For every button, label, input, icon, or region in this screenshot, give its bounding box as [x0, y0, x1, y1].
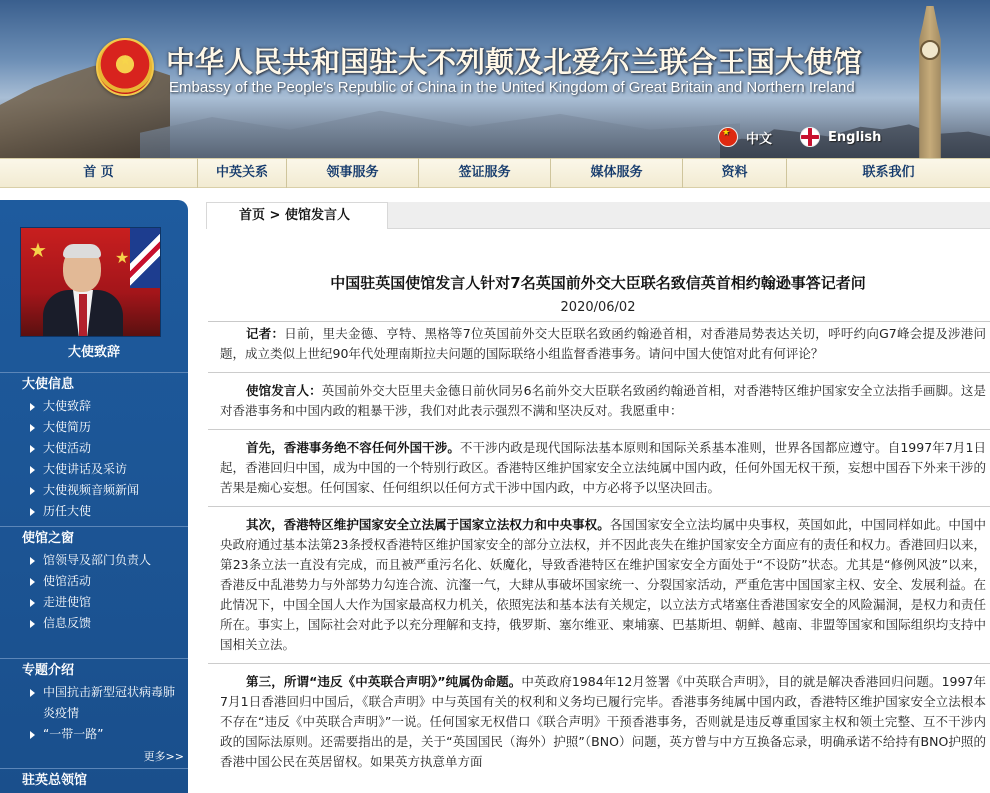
nav-china-uk-relations[interactable]: 中英关系 — [198, 158, 287, 188]
sidebar-item-label: 大使讲话及采访 — [43, 462, 128, 476]
triangle-bullet-icon — [30, 424, 35, 432]
paragraph-lead: 第三，所谓“违反《中英联合声明》”纯属伪命题。 — [246, 674, 522, 689]
clock-face-graphic — [920, 40, 940, 60]
breadcrumb-home-link[interactable]: 首页 — [239, 208, 266, 223]
sidebar-section-embassy-window — [0, 526, 188, 634]
sidebar-item-speeches-interviews[interactable] — [0, 459, 188, 480]
nav-consular-services[interactable]: 领事服务 — [287, 158, 419, 188]
article-paragraph — [208, 381, 990, 421]
triangle-bullet-icon — [30, 466, 35, 474]
article-paragraph — [208, 515, 990, 655]
nav-resources[interactable]: 资料 — [683, 158, 787, 188]
paragraph-divider — [208, 506, 990, 507]
embassy-title-english: Embassy of the People's Republic of China in the United Kingdom of Great Britain and Northern Ireland — [169, 79, 855, 96]
paragraph-text: 日前，里夫金德、亨特、黑格等7位英国前外交大臣联名致函约翰逊首相，对香港局势表达关切，呼吁约向G7峰会提及涉港问题，成立类似上世纪90年代处理南斯拉夫问题的国际联络小组监督香港事务。请问中国大使馆对此有何评论？ — [220, 326, 986, 361]
breadcrumb — [206, 202, 388, 229]
sidebar-item-belt-and-road[interactable] — [0, 724, 188, 745]
paragraph-text: 不干涉内政是现代国际法基本原则和国际关系基本准则，世界各国都应遵守。自1997年7月1日起，香港回归中国，成为中国的一个特别行政区。香港特区维护国家安全立法纯属中国内政，任何外国无权干预，妄想中国吞下外来干涉的苦果是痴心妄想。任何国家、任何组织以任何方式干涉中国内政，中方必将予以坚决回击。 — [220, 440, 986, 495]
paragraph-text: 英国前外交大臣里夫金德日前伙同另6名前外交大臣联名致函约翰逊首相，对香港特区维护国家安全立法指手画脚。这是对香港事务和中国内政的粗暴干涉，我们对此表示强烈不满和坚决反对。我愿重申： — [220, 383, 986, 418]
uk-flag-graphic — [130, 228, 160, 288]
sidebar-item-label: 走进使馆 — [43, 595, 92, 609]
more-topics-link[interactable]: 更多>> — [143, 750, 184, 763]
sidebar-item-label: 信息反馈 — [43, 616, 92, 630]
main-nav — [0, 158, 990, 188]
paragraph-divider — [208, 429, 990, 430]
sidebar-item-ambassador-speech[interactable] — [0, 396, 188, 417]
nav-home[interactable]: 首 页 — [0, 158, 198, 188]
uk-flag-icon — [800, 127, 820, 147]
sidebar-item-leadership[interactable] — [0, 550, 188, 571]
article-body — [208, 321, 990, 793]
sidebar-section-title: 大使信息 — [0, 372, 188, 396]
paragraph-divider — [208, 663, 990, 664]
sidebar-item-feedback[interactable] — [0, 613, 188, 634]
sidebar-item-label: 使馆活动 — [43, 574, 92, 588]
sidebar-item-ambassador-activities[interactable] — [0, 438, 188, 459]
sidebar-item-label: 历任大使 — [43, 504, 92, 518]
sidebar-section-title: 使馆之窗 — [0, 526, 188, 550]
sidebar-item-label: 大使致辞 — [43, 399, 92, 413]
flag-star-icon: ★ — [115, 248, 130, 267]
sidebar-item-label: 大使活动 — [43, 441, 92, 455]
nav-media-services[interactable]: 媒体服务 — [551, 158, 683, 188]
sidebar-item-ambassador-bio[interactable] — [0, 417, 188, 438]
language-english-link[interactable] — [800, 126, 881, 148]
nav-visa-services[interactable]: 签证服务 — [419, 158, 551, 188]
paragraph-lead: 记者： — [246, 326, 285, 341]
breadcrumb-current-link[interactable]: 使馆发言人 — [284, 208, 350, 223]
china-flag-icon — [718, 127, 738, 147]
ambassador-photo[interactable] — [20, 227, 161, 337]
ambassador-speech-link[interactable]: 大使致辞 — [67, 345, 120, 360]
flag-star-icon: ★ — [29, 238, 47, 262]
triangle-bullet-icon — [30, 508, 35, 516]
triangle-bullet-icon — [30, 689, 35, 697]
article-paragraph — [208, 322, 990, 364]
article-paragraph — [208, 438, 990, 498]
sidebar-item-label: 中国抗击新型冠状病毒肺炎疫情 — [43, 685, 176, 720]
sidebar-item-label: “一带一路” — [43, 727, 104, 741]
article-title: 中国驻英国使馆发言人针对7名英国前外交大臣联名致信英首相约翰逊事答记者问 — [330, 274, 866, 292]
sidebar-section-consulates — [0, 768, 188, 792]
triangle-bullet-icon — [30, 445, 35, 453]
header-banner — [0, 0, 990, 158]
article-paragraph — [208, 672, 990, 772]
nav-contact-us[interactable]: 联系我们 — [862, 165, 915, 180]
sidebar — [0, 200, 188, 793]
sidebar-section-special-topics — [0, 658, 188, 745]
paragraph-lead: 使馆发言人： — [246, 383, 322, 398]
triangle-bullet-icon — [30, 403, 35, 411]
sidebar-item-visit-embassy[interactable] — [0, 592, 188, 613]
portrait-hair-graphic — [63, 244, 101, 258]
language-chinese-link[interactable] — [718, 126, 772, 148]
triangle-bullet-icon — [30, 620, 35, 628]
sidebar-item-video-audio-news[interactable] — [0, 480, 188, 501]
triangle-bullet-icon — [30, 599, 35, 607]
paragraph-text: 中英政府1984年12月签署《中英联合声明》，目的就是解决香港回归问题。1997年7月1日香港回归中国后，《联合声明》中与英国有关的权利和义务均已履行完毕。香港事务纯属中国内政，香港特区维护国家安全立法根本不存在“违反《中英联合声明》”一说。任何国家无权借口《联合声明》干预香港事务，否则就是违反尊重国家主权和领土完整、互不干涉内政的国际法原则。还需要指出的是，关于“英国国民（海外）护照”（BNO）问题，英方曾与中方互换备忘录，明确承诺不给持有BNO护照的香港中国公民在英居留权。如果英方执意单方面 — [220, 674, 987, 769]
triangle-bullet-icon — [30, 557, 35, 565]
sidebar-section-ambassador-info — [0, 372, 188, 522]
triangle-bullet-icon — [30, 731, 35, 739]
paragraph-divider — [208, 372, 990, 373]
breadcrumb-separator: > — [265, 208, 285, 223]
sidebar-item-covid-fight[interactable] — [0, 682, 188, 724]
sidebar-section-title: 专题介绍 — [0, 658, 188, 682]
sidebar-item-label: 大使视频音频新闻 — [43, 483, 140, 497]
language-chinese-label: 中文 — [746, 131, 773, 147]
sidebar-item-label: 大使简历 — [43, 420, 92, 434]
paragraph-lead: 首先，香港事务绝不容任何外国干涉。 — [246, 440, 460, 455]
paragraph-lead: 其次，香港特区维护国家安全立法属于国家立法权力和中央事权。 — [246, 517, 610, 532]
article-date: 2020/06/02 — [560, 300, 636, 315]
portrait-tie-graphic — [79, 294, 87, 337]
national-emblem-icon[interactable]: ★ — [96, 38, 154, 96]
embassy-title-chinese: 中华人民共和国驻大不列颠及北爱尔兰联合王国大使馆 — [166, 45, 863, 79]
mountains-graphic — [140, 95, 740, 158]
triangle-bullet-icon — [30, 578, 35, 586]
language-english-label: English — [828, 129, 882, 145]
triangle-bullet-icon — [30, 487, 35, 495]
sidebar-section-title[interactable]: 驻英总领馆 — [0, 768, 188, 792]
paragraph-text: 各国国家安全立法均属中央事权，英国如此，中国同样如此。中国中央政府通过基本法第23条授权香港特区维护国家安全的部分立法权，并不因此丧失在维护国家安全方面应有的责任和权力。香港回归以来，第23条立法一直没有完成，而且被严重污名化、妖魔化，导致香港特区在维护国家安全方面处于“不设防”状态。尤其是“修例风波”以来，香港反中乱港势力与外部势力勾连合流、沆瀣一气，大肆从事破坏国家统一、分裂国家活动，严重危害中国国家主权、安全、发展利益。在此情况下，中国全国人大作为国家最高权力机关，依照宪法和基本法有关规定，以立法方式堵塞住香港国家安全的风险漏洞，是权力和责任所在。事实上，国际社会对此予以充分理解和支持，俄罗斯、塞尔维亚、柬埔寨、巴基斯坦、朝鲜、越南、非盟等国家和国际组织均支持中国相关立法。 — [220, 517, 986, 652]
sidebar-item-embassy-activities[interactable] — [0, 571, 188, 592]
sidebar-item-former-ambassadors[interactable] — [0, 501, 188, 522]
sidebar-item-label: 馆领导及部门负责人 — [43, 553, 152, 567]
breadcrumb-bar — [206, 202, 990, 229]
